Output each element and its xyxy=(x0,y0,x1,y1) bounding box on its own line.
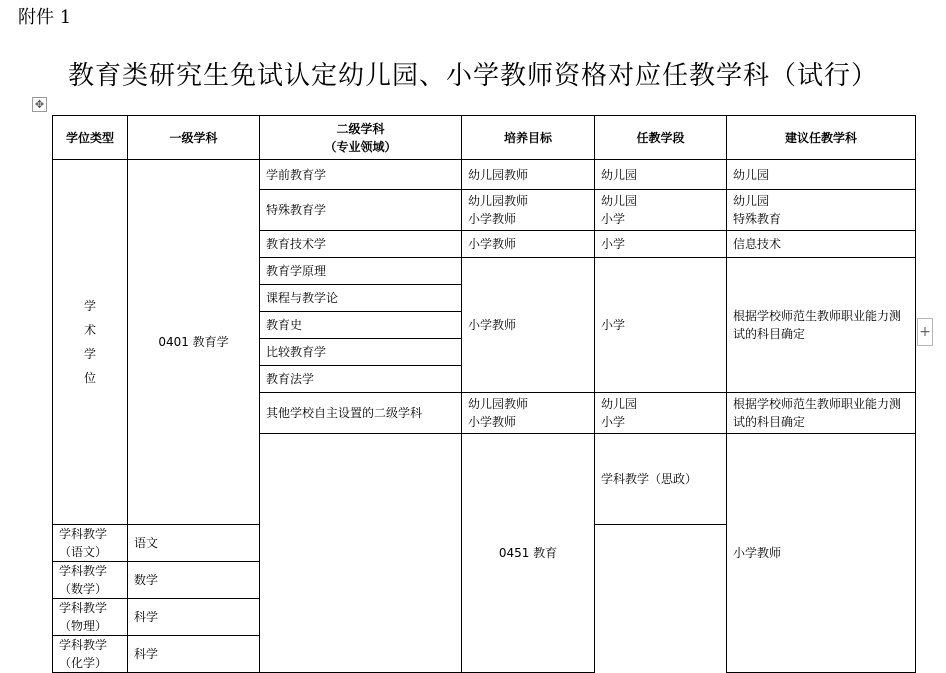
second-level-cell: 其他学校自主设置的二级学科 xyxy=(260,393,462,434)
stage-cell: 幼儿园 xyxy=(595,160,727,190)
table-row xyxy=(53,160,916,190)
target-cell: 小学教师 xyxy=(462,231,595,258)
header-row xyxy=(53,116,916,160)
second-level-cell: 教育史 xyxy=(260,312,462,339)
document-title: 教育类研究生免试认定幼儿园、小学教师资格对应任教学科（试行） xyxy=(67,61,878,91)
subject-cell: 科学 xyxy=(128,636,260,673)
stage-cell: 小学 xyxy=(595,231,727,258)
target-cell: 幼儿园教师 小学教师 xyxy=(462,393,595,434)
attachment-label: 附件 1 xyxy=(18,7,72,28)
second-level-cell: 学科教学（思政） xyxy=(595,434,727,525)
header-degree-type: 学位类型 xyxy=(53,116,128,160)
header-second-level-line1: 二级学科 xyxy=(336,121,385,136)
stage-cell: 幼儿园 小学 xyxy=(595,393,727,434)
second-level-cell: 学科教学（语文） xyxy=(53,525,128,562)
stage-cell: 幼儿园 小学 xyxy=(595,190,727,231)
target-cell: 幼儿园教师 xyxy=(462,160,595,190)
first-level-0401: 0401 教育学 xyxy=(128,160,260,525)
subject-cell: 信息技术 xyxy=(727,231,916,258)
subject-cell: 幼儿园 特殊教育 xyxy=(727,190,916,231)
second-level-cell: 学科教学（化学） xyxy=(53,636,128,673)
subject-cell: 幼儿园 xyxy=(727,160,916,190)
header-subject: 建议任教学科 xyxy=(727,116,916,160)
second-level-cell: 比较教育学 xyxy=(260,339,462,366)
subject-cell: 数学 xyxy=(128,562,260,599)
second-level-cell: 学科教学（物理） xyxy=(53,599,128,636)
header-first-level: 一级学科 xyxy=(128,116,260,160)
second-level-cell: 教育技术学 xyxy=(260,231,462,258)
subject-cell: 根据学校师范生教师职业能力测试的科目确定 xyxy=(727,258,916,393)
degree-type-professional xyxy=(260,434,462,673)
subject-cell: 根据学校师范生教师职业能力测试的科目确定 xyxy=(727,393,916,434)
header-second-level-line2: （专业领域） xyxy=(324,139,397,154)
subject-cell: 科学 xyxy=(128,599,260,636)
first-level-0451: 0451 教育 xyxy=(462,434,595,673)
second-level-cell: 教育学原理 xyxy=(260,258,462,285)
target-cell: 小学教师 xyxy=(462,258,595,393)
second-level-cell: 教育法学 xyxy=(260,366,462,393)
subject-cell: 语文 xyxy=(128,525,260,562)
header-stage: 任教学段 xyxy=(595,116,727,160)
degree-type-academic: 学 术 学 位 xyxy=(53,160,128,525)
second-level-cell: 学前教育学 xyxy=(260,160,462,190)
subject-table xyxy=(52,115,916,673)
second-level-cell: 特殊教育学 xyxy=(260,190,462,231)
stage-cell: 小学 xyxy=(595,258,727,393)
second-level-cell: 课程与教学论 xyxy=(260,285,462,312)
header-target: 培养目标 xyxy=(462,116,595,160)
second-level-cell: 学科教学（数学） xyxy=(53,562,128,599)
target-cell: 小学教师 xyxy=(727,434,916,673)
header-second-level xyxy=(260,116,462,160)
move-icon[interactable]: ✥ xyxy=(32,97,47,112)
target-cell: 幼儿园教师 小学教师 xyxy=(462,190,595,231)
plus-icon[interactable]: + xyxy=(917,318,933,346)
